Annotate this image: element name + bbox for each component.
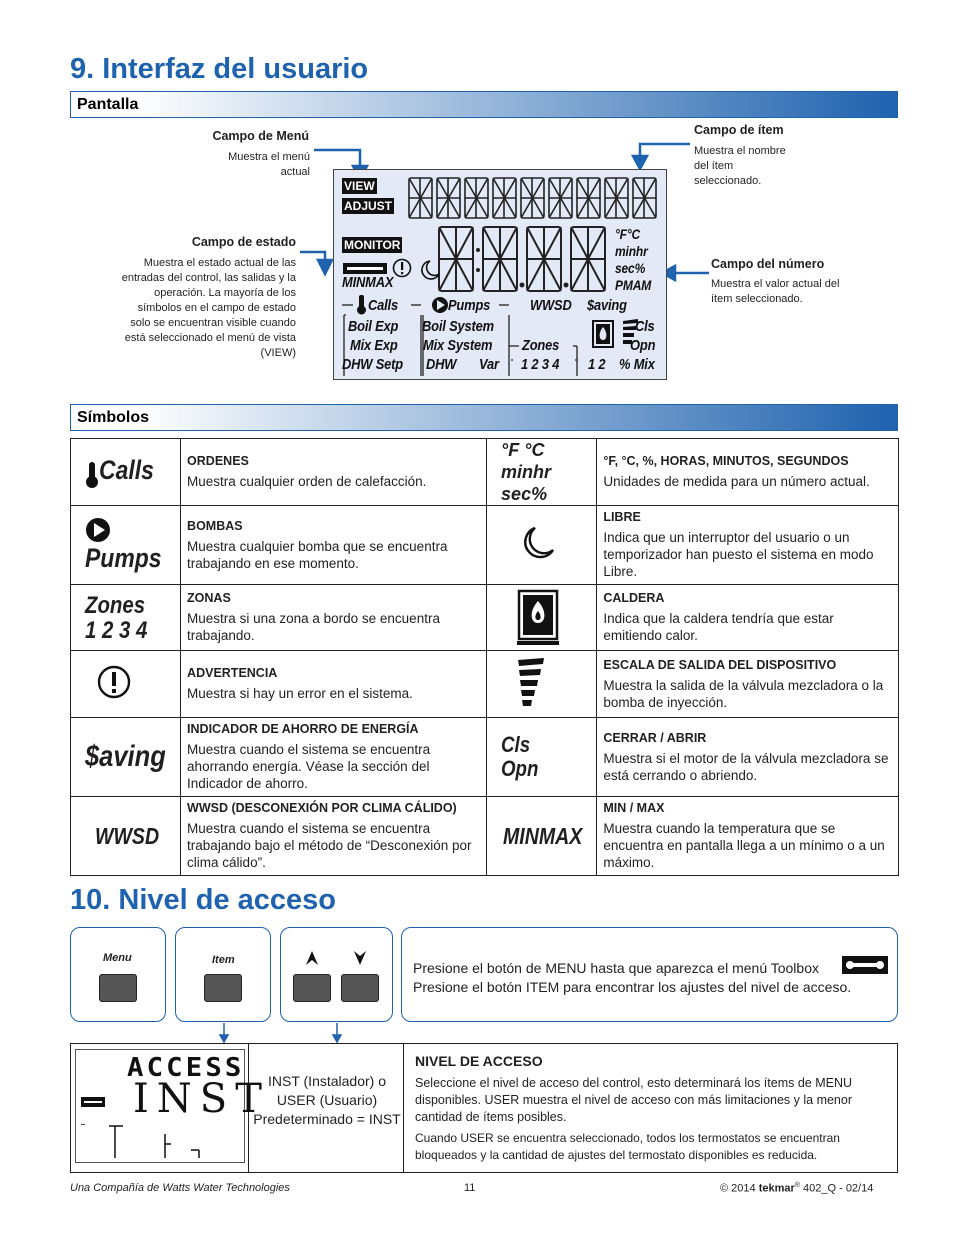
units-symbol-text: °F °C minhr sec% (501, 440, 552, 504)
output-scale-icon (517, 658, 547, 710)
saving-symbol (71, 718, 181, 797)
units-desc: Unidades de medida para un número actual. (603, 474, 870, 489)
warning-desc: Muestra si hay un error en el sistema. (187, 686, 413, 701)
item-field-desc: Muestra el nombre del ítem seleccionado. (694, 145, 786, 187)
access-title: NIVEL DE ACCESO (415, 1053, 543, 1069)
moon-symbol (487, 506, 597, 585)
pumps-title: BOMBAS (187, 518, 243, 533)
lcd-view-tag: VIEW (344, 179, 375, 193)
menu-key-panel (70, 927, 166, 1022)
key-arrows (0, 1020, 954, 1045)
instruction-line-1: Presione el botón de MENU hasta que aparezca el menú Toolbox (413, 960, 819, 976)
lcd-unit-3: PMAM (615, 277, 652, 293)
scale-title: ESCALA DE SALIDA DEL DISPOSITIVO (603, 657, 837, 672)
lcd-pct-mix: % Mix (619, 356, 655, 373)
lcd-minmax: MINMAX (342, 274, 394, 291)
lcd-monitor-tag: MONITOR (344, 238, 401, 252)
warning-symbol (71, 651, 181, 718)
libre-desc: Indica que un interruptor del usuario o un temporizador han puesto el sistema en modo Libre. (603, 530, 874, 579)
access-lcd-word-2: INST (133, 1076, 270, 1122)
access-para-2: Cuando USER se encuentra seleccionado, todos los termostatos se encuentran bloqueados y la cantidad de ajustes del termostato disponibles es reducida. (415, 1131, 840, 1162)
status-field-desc: Muestra el estado actual de las entradas del control, las salidas y la operación. La mayoría de los símbolos en el campo de estado solo se encuentran visible cuando está seleccionado el menú de vista (VIEW) (121, 257, 296, 359)
lcd-adjust-tag: ADJUST (344, 199, 393, 213)
warning-icon (97, 665, 131, 699)
menu-key-label: Menu (103, 952, 132, 964)
saving-title: INDICADOR DE AHORRO DE ENERGÍA (187, 722, 419, 736)
footer-brand: tekmar (758, 1182, 795, 1195)
lcd-unit-0: °F°C (615, 226, 640, 242)
table-row (71, 585, 899, 651)
instruction-panel (401, 927, 898, 1022)
minmax-desc: Muestra cuando la temperatura que se encuentra en pantalla llega a un mínimo o a un máximo. (603, 821, 885, 870)
lcd-zones: Zones (522, 337, 560, 354)
minmax-symbol (487, 797, 597, 876)
wwsd-desc: Muestra cuando el sistema se encuentra trabajando bajo el método de “Desconexión por clima cálido”. (187, 821, 472, 870)
lcd-display (333, 169, 667, 380)
caldera-title: CALDERA (603, 591, 665, 605)
lcd-item-segments (408, 177, 660, 221)
zones-desc: Muestra si una zona a bordo se encuentra trabajando. (187, 611, 440, 643)
wwsd-symbol (71, 797, 181, 876)
simbolos-band (70, 404, 898, 431)
clsopn-symbol-text: Cls Opn (501, 732, 539, 781)
arrow-key-panel (280, 927, 393, 1022)
caldera-desc: Indica que la caldera tendría que estar emitiendo calor. (603, 611, 834, 643)
access-lcd (71, 1044, 270, 1172)
table-row (71, 651, 899, 718)
saving-desc: Muestra cuando el sistema se encuentra ahorrando energía. Véase la sección del Indicador de ahorro. (187, 742, 431, 791)
lcd-dhw: DHW (426, 356, 457, 373)
calls-desc: Muestra cualquier orden de calefacción. (187, 474, 427, 489)
boiler-flame-icon (517, 589, 559, 647)
units-title: °F, °C, %, HORAS, MINUTOS, SEGUNDOS (603, 454, 849, 468)
calls-symbol-text: Calls (99, 455, 154, 486)
minmax-symbol-text: MINMAX (503, 822, 583, 849)
lcd-opn: Opn (630, 337, 656, 354)
pumps-symbol-text: Pumps (85, 542, 162, 573)
menu-field-desc: Muestra el menú actual (228, 151, 310, 178)
item-field-label: Campo de ítem (694, 123, 784, 137)
pumps-desc: Muestra cualquier bomba que se encuentra trabajando en ese momento. (187, 538, 448, 571)
pump-icon (85, 517, 111, 543)
access-lcd-segments (71, 1124, 249, 1164)
lcd-boil-system: Boil System (422, 318, 494, 335)
status-field-label: Campo de estado (191, 235, 296, 249)
lcd-mix-exp: Mix Exp (350, 337, 398, 354)
scale-desc: Muestra la salida de la válvula mezcladora o la bomba de inyección. (603, 677, 884, 710)
footer-page: 11 (464, 1182, 476, 1194)
lcd-unit-1: minhr (615, 243, 648, 259)
calls-title: ORDENES (187, 454, 249, 468)
table-row (71, 506, 899, 585)
scale-symbol (487, 651, 597, 718)
access-options: INST (Instalador) o USER (Usuario) Predeterminado = INST (253, 1073, 401, 1127)
number-field-label: Campo del número (711, 257, 825, 271)
clsopn-symbol (487, 718, 597, 797)
lcd-zone-nums: 1 2 3 4 (521, 356, 560, 373)
item-key-label: Item (212, 954, 235, 966)
item-key-panel (175, 927, 271, 1022)
table-row (71, 439, 899, 506)
menu-field-label: Campo de Menú (212, 129, 309, 143)
access-divider (403, 1044, 404, 1172)
instruction-line-2: Presione el botón ITEM para encontrar los ajustes del nivel de acceso. (413, 979, 852, 995)
lcd-dhw-setp: DHW Setp (342, 356, 403, 373)
lcd-calls: Calls (368, 297, 398, 314)
access-para-1: Seleccione el nivel de acceso del control, esto determinará los ítems de MENU disponibles. USER muestra el nivel de acceso con más limitaciones y la menor cantidad de ítems posibles. (415, 1076, 853, 1124)
wwsd-title: WWSD (DESCONEXIÓN POR CLIMA CÁLIDO) (187, 801, 457, 815)
table-row (71, 718, 899, 797)
zones-symbol-text: Zones 1 2 3 4 (85, 591, 148, 644)
toolbox-small-icon (81, 1097, 105, 1107)
calls-symbol (71, 439, 181, 506)
warning-title: ADVERTENCIA (187, 666, 278, 680)
libre-title: LIBRE (603, 510, 641, 524)
zones-symbol (71, 585, 181, 651)
down-arrow-icon (353, 950, 367, 966)
menu-button[interactable] (99, 974, 137, 1002)
pantalla-heading: Pantalla (77, 96, 139, 113)
thermometer-icon (85, 461, 99, 489)
section-9-title: 9. Interfaz del usuario (70, 53, 369, 85)
pumps-symbol (71, 506, 181, 585)
symbols-table (70, 438, 899, 876)
footer-copy: © 2014 (720, 1182, 756, 1195)
lcd-number-segments (438, 225, 610, 295)
lcd-mix-system: Mix System (423, 337, 493, 354)
up-button[interactable] (293, 974, 331, 1002)
table-row (71, 797, 899, 876)
access-level-box (70, 1043, 898, 1173)
moon-icon (521, 526, 555, 560)
zones-title: ZONAS (187, 591, 231, 605)
lcd-pumps: Pumps (448, 297, 491, 314)
wwsd-symbol-text: WWSD (95, 822, 160, 849)
section-10-title: 10. Nivel de acceso (70, 884, 336, 916)
footer-reg: ® (794, 1182, 800, 1189)
footer-company: Una Compañía de Watts Water Technologies (70, 1182, 290, 1194)
simbolos-heading: Símbolos (77, 409, 150, 426)
lcd-unit-2: sec% (615, 260, 646, 276)
number-field-desc: Muestra el valor actual del ítem seleccionado. (711, 278, 840, 305)
up-arrow-icon (305, 950, 319, 966)
toolbox-icon (842, 956, 888, 974)
clsopn-desc: Muestra si el motor de la válvula mezcladora se está cerrando o abriendo. (603, 750, 889, 783)
down-button[interactable] (341, 974, 379, 1002)
units-symbol (487, 439, 597, 506)
saving-symbol-text: $aving (85, 740, 166, 773)
footer-copyright (720, 1182, 873, 1195)
lcd-pump-nums: 1 2 (588, 356, 606, 373)
lcd-saving: $aving (587, 297, 627, 314)
clsopn-title: CERRAR / ABRIR (603, 730, 707, 745)
footer-doc: 402_Q - 02/14 (803, 1182, 874, 1195)
lcd-wwsd: WWSD (530, 297, 572, 314)
lcd-boil-exp: Boil Exp (348, 318, 399, 335)
lcd-cls: Cls (635, 318, 655, 335)
boiler-symbol (487, 585, 597, 651)
item-button[interactable] (204, 974, 242, 1002)
lcd-var: Var (479, 356, 499, 373)
minmax-title: MIN / MAX (603, 801, 665, 815)
access-lcd-word-1: ACCESS (127, 1053, 245, 1083)
